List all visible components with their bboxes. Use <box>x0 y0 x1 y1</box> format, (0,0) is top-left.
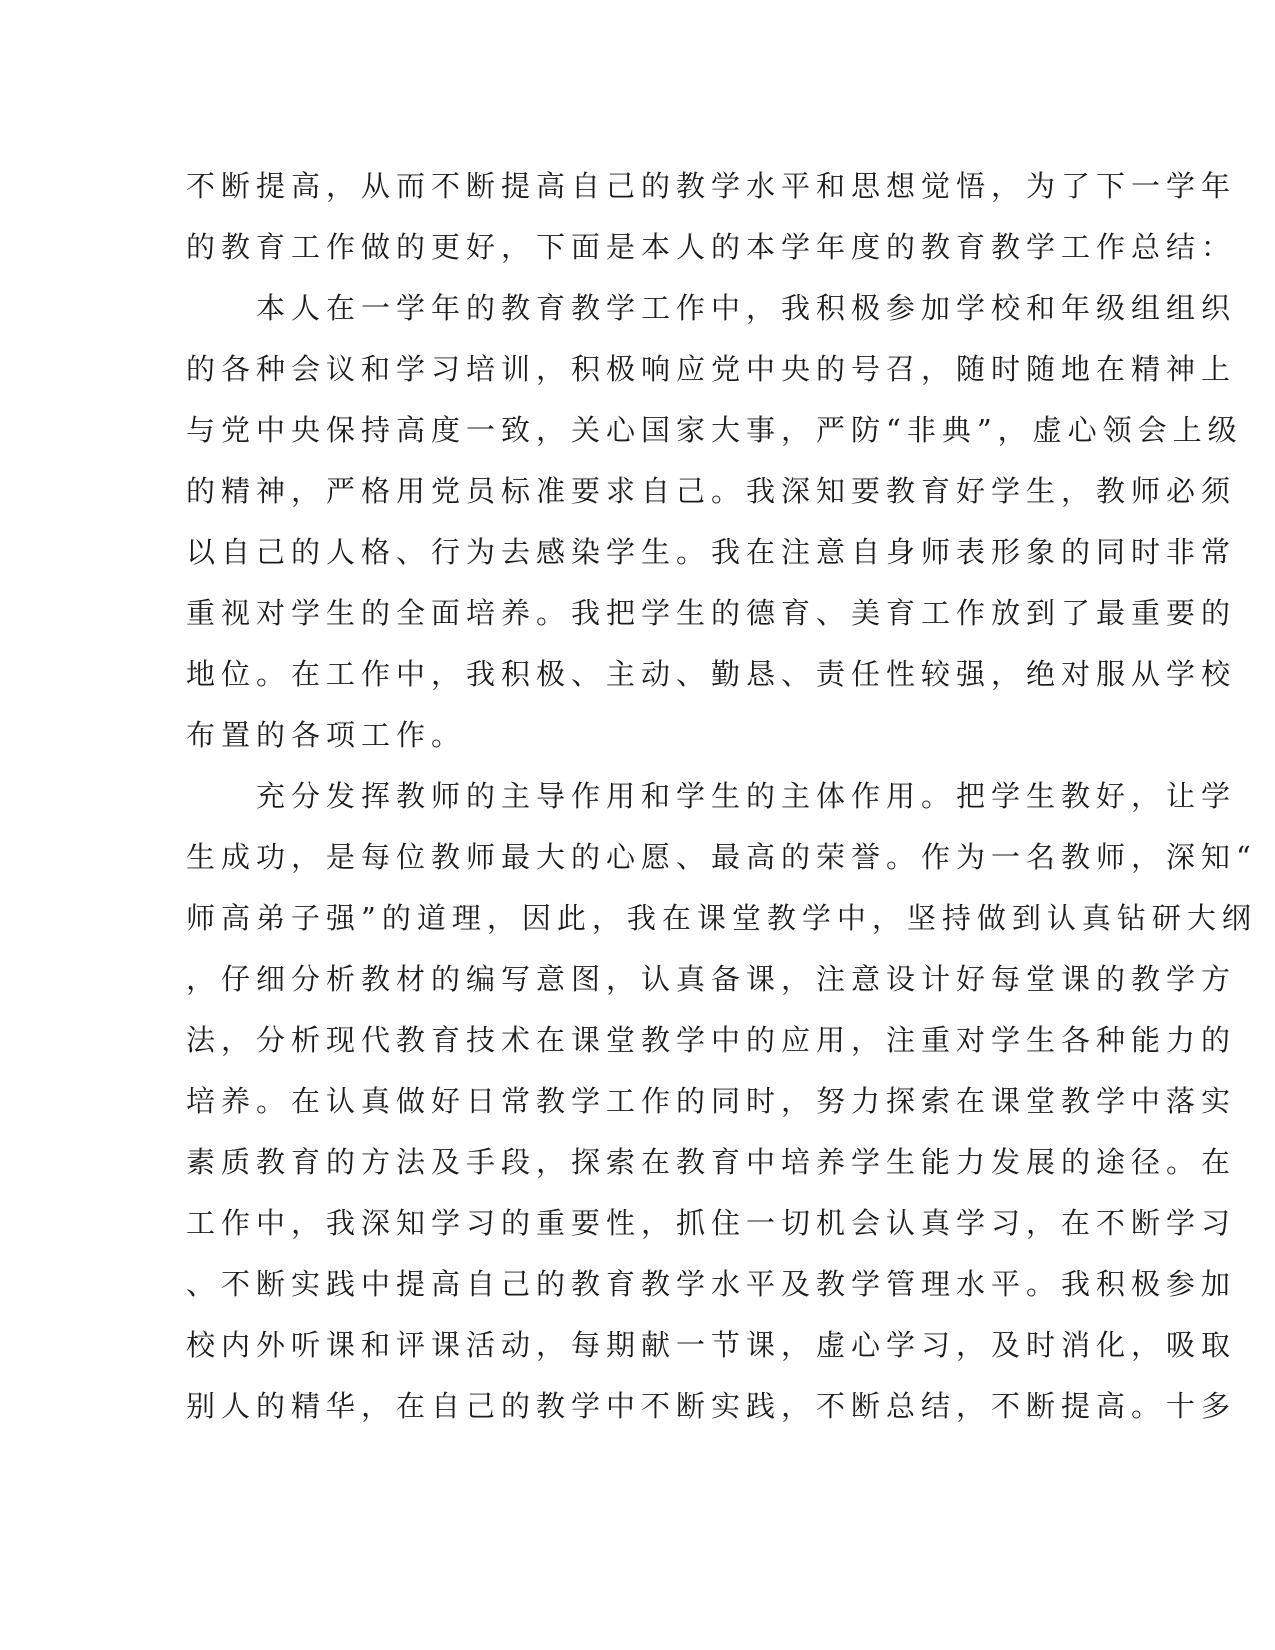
text-line: 工作中，我深知学习的重要性，抓住一切机会认真学习，在不断学习 <box>186 1206 1237 1240</box>
document-body <box>186 156 1257 1437</box>
text-line: 的各种会议和学习培训，积极响应党中央的号召，随时随地在精神上 <box>186 352 1237 386</box>
text-line: 地位。在工作中，我积极、主动、勤恳、责任性较强，绝对服从学校 <box>186 657 1237 691</box>
text-line: 不断提高，从而不断提高自己的教学水平和思想觉悟，为了下一学年 <box>186 169 1237 203</box>
text-line: 与党中央保持高度一致，关心国家大事，严防“非典”，虚心领会上级 <box>186 413 1243 447</box>
text-line: ，仔细分析教材的编写意图，认真备课，注意设计好每堂课的教学方 <box>186 962 1237 996</box>
text-line: 校内外听课和评课活动，每期献一节课，虚心学习，及时消化，吸取 <box>186 1328 1237 1362</box>
text-line: 法，分析现代教育技术在课堂教学中的应用，注重对学生各种能力的 <box>186 1023 1237 1057</box>
text-line: 别人的精华，在自己的教学中不断实践，不断总结，不断提高。十多 <box>186 1389 1237 1423</box>
text-line: 以自己的人格、行为去感染学生。我在注意自身师表形象的同时非常 <box>186 535 1237 569</box>
text-line: 生成功，是每位教师最大的心愿、最高的荣誉。作为一名教师，深知“ <box>186 840 1257 874</box>
text-line: 、不断实践中提高自己的教育教学水平及教学管理水平。我积极参加 <box>186 1267 1237 1301</box>
text-line: 师高弟子强”的道理，因此，我在课堂教学中，坚持做到认真钻研大纲 <box>186 901 1257 935</box>
text-line: 重视对学生的全面培养。我把学生的德育、美育工作放到了最重要的 <box>186 596 1237 630</box>
text-line: 的精神，严格用党员标准要求自己。我深知要教育好学生，教师必须 <box>186 474 1237 508</box>
text-line: 素质教育的方法及手段，探索在教育中培养学生能力发展的途径。在 <box>186 1145 1237 1179</box>
text-line: 布置的各项工作。 <box>186 718 467 752</box>
text-line: 本人在一学年的教育教学工作中，我积极参加学校和年级组组织 <box>186 291 1237 325</box>
text-line: 充分发挥教师的主导作用和学生的主体作用。把学生教好，让学 <box>186 779 1237 813</box>
text-line: 培养。在认真做好日常教学工作的同时，努力探索在课堂教学中落实 <box>186 1084 1237 1118</box>
text-line: 的教育工作做的更好，下面是本人的本学年度的教育教学工作总结： <box>186 230 1237 264</box>
